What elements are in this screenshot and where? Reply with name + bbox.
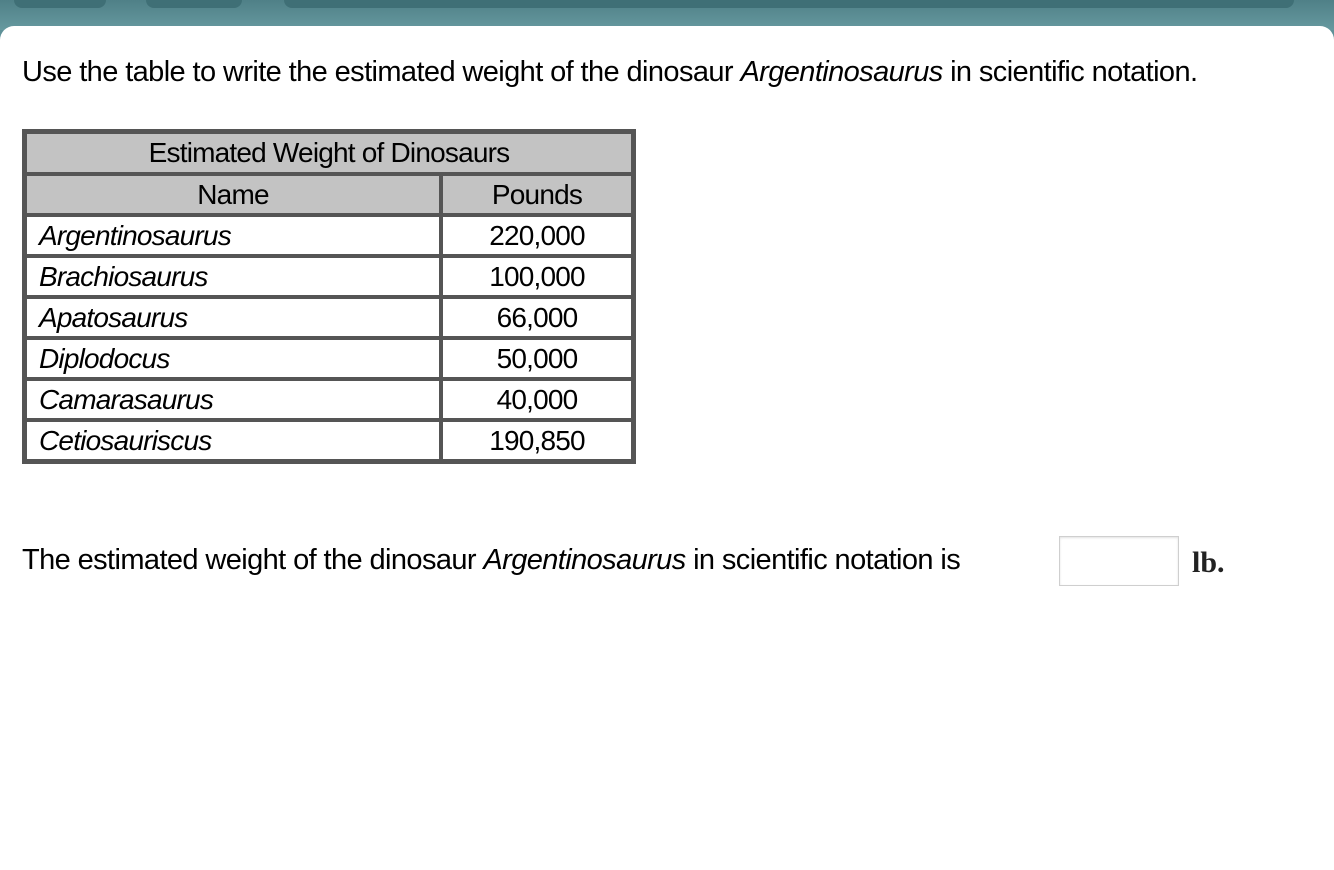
dinosaur-pounds: 40,000 <box>441 379 633 420</box>
question-text-end: in scientific notation. <box>942 56 1198 88</box>
dinosaur-name: Camarasaurus <box>25 379 441 420</box>
table-title: Estimated Weight of Dinosaurs <box>25 132 633 174</box>
table-row <box>25 420 633 461</box>
table-row <box>25 338 633 379</box>
table-header-row <box>25 174 633 215</box>
question-panel <box>0 26 1334 870</box>
column-header-name: Name <box>25 174 441 215</box>
question-species: Argentinosaurus <box>740 56 943 88</box>
dinosaur-name: Brachiosaurus <box>25 256 441 297</box>
question-text <box>22 56 1197 89</box>
dinosaur-pounds: 220,000 <box>441 215 633 256</box>
unit-label: lb. <box>1192 546 1225 579</box>
dinosaur-pounds: 50,000 <box>441 338 633 379</box>
table-title-row <box>25 132 633 174</box>
dinosaur-pounds: 190,850 <box>441 420 633 461</box>
answer-prompt <box>22 544 960 577</box>
header-tab-1[interactable] <box>14 0 106 8</box>
header-tab-3[interactable] <box>284 0 1294 8</box>
dinosaur-weight-table <box>22 129 636 464</box>
dinosaur-name: Apatosaurus <box>25 297 441 338</box>
answer-species: Argentinosaurus <box>483 544 686 576</box>
answer-text-end: in scientific notation is <box>685 544 961 576</box>
answer-input[interactable] <box>1059 536 1179 586</box>
header-tab-2[interactable] <box>146 0 242 8</box>
table-row <box>25 379 633 420</box>
dinosaur-pounds: 100,000 <box>441 256 633 297</box>
dinosaur-name: Diplodocus <box>25 338 441 379</box>
table-row <box>25 215 633 256</box>
dinosaur-name: Argentinosaurus <box>25 215 441 256</box>
answer-text-start: The estimated weight of the dinosaur <box>22 544 484 576</box>
column-header-pounds: Pounds <box>441 174 633 215</box>
dinosaur-pounds: 66,000 <box>441 297 633 338</box>
dinosaur-name: Cetiosauriscus <box>25 420 441 461</box>
table-row <box>25 256 633 297</box>
table-row <box>25 297 633 338</box>
question-text-start: Use the table to write the estimated weight of the dinosaur <box>22 56 741 88</box>
